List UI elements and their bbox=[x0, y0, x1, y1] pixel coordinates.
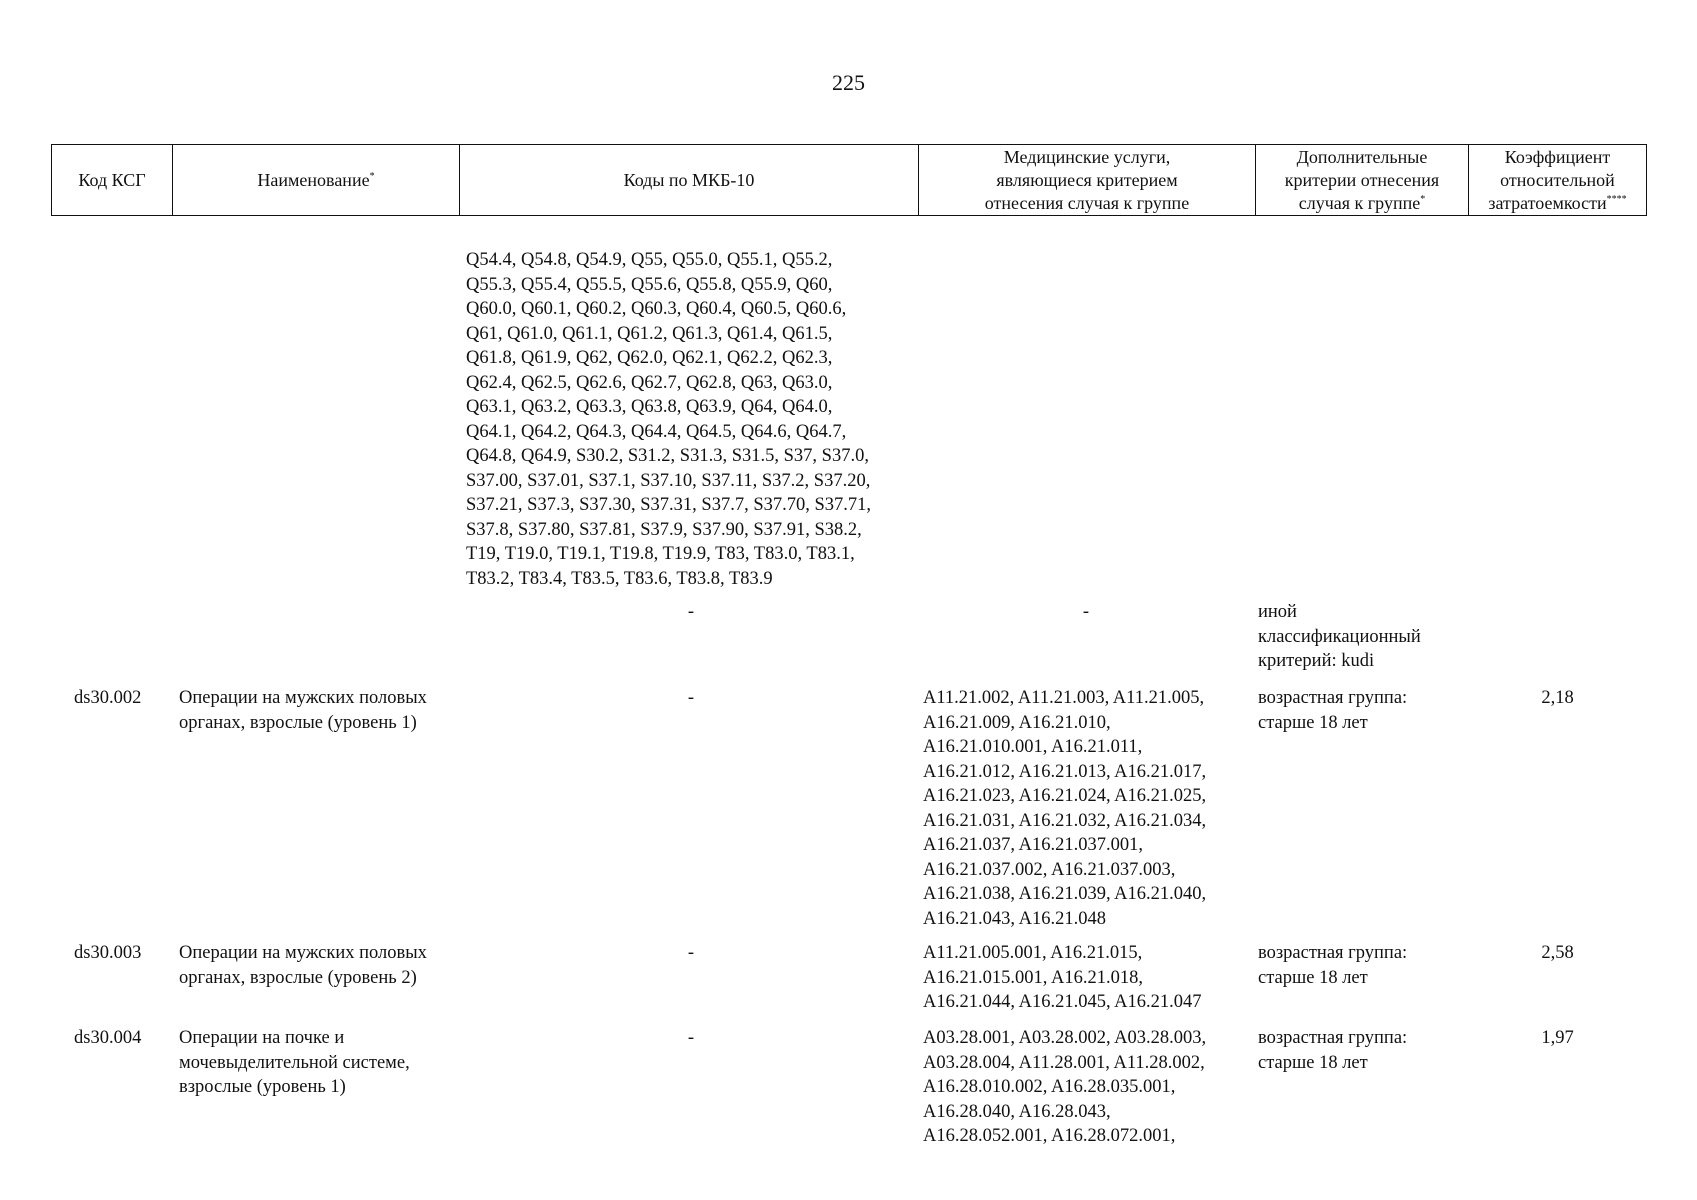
row-coefficient: 2,18 bbox=[1541, 688, 1574, 708]
row-services: A11.21.002, A11.21.003, A11.21.005, A16.21.009, A16.21.010, A16.21.010.001, A16.21.011, A16.21.012, A16.21.013, A16.21.017, A16.21.023, A16.21.024, A16.21.025, A16.21.031, A16.21.032, A16.21.034, A16.21.037, A16.21.037.001, A16.21.037.002, A16.21.037.003, A16.21.038, A16.21.039, A16.21.040, A16.21.043, A16.21.048 bbox=[923, 688, 1207, 929]
continuation-services-dash: - bbox=[1082, 602, 1090, 622]
page-number: 225 bbox=[832, 70, 865, 95]
header-criteria: Дополнительные критерии отнесения случая к группе* bbox=[1256, 145, 1469, 216]
row-mkb: - bbox=[687, 688, 695, 708]
continuation-mkb-dash: - bbox=[687, 602, 695, 622]
row-services: A11.21.005.001, A16.21.015, A16.21.015.001, A16.21.018, A16.21.044, A16.21.045, A16.21.047 bbox=[923, 943, 1202, 1012]
row-code: ds30.003 bbox=[74, 943, 142, 963]
row-mkb: - bbox=[687, 1028, 695, 1048]
row-mkb: - bbox=[687, 943, 695, 963]
row-coefficient: 2,58 bbox=[1541, 943, 1574, 963]
row-name: Операции на почке и мочевыделительной системе, взрослые (уровень 1) bbox=[179, 1028, 410, 1097]
row-services: A03.28.001, A03.28.002, A03.28.003, A03.28.004, A11.28.001, A11.28.002, A16.28.010.002, A16.28.035.001, A16.28.040, A16.28.043, A16.28.052.001, A16.28.072.001, bbox=[923, 1028, 1207, 1146]
row-criteria: возрастная группа: старше 18 лет bbox=[1258, 688, 1408, 733]
row-code: ds30.004 bbox=[74, 1028, 142, 1048]
row-name: Операции на мужских половых органах, взрослые (уровень 2) bbox=[179, 943, 427, 988]
header-name: Наименование* bbox=[173, 145, 460, 216]
row-code: ds30.002 bbox=[74, 688, 142, 708]
header-services: Медицинские услуги, являющиеся критерием отнесения случая к группе bbox=[919, 145, 1256, 216]
row-criteria: возрастная группа: старше 18 лет bbox=[1258, 943, 1408, 988]
header-coef: Коэффициент относительной затратоемкости**** bbox=[1469, 145, 1647, 216]
table-header bbox=[51, 144, 1647, 216]
continuation-mkb-codes: Q54.4, Q54.8, Q54.9, Q55, Q55.0, Q55.1, Q55.2, Q55.3, Q55.4, Q55.5, Q55.6, Q55.8, Q55.9, Q60, Q60.0, Q60.1, Q60.2, Q60.3, Q60.4, Q60.5, Q60.6, Q61, Q61.0, Q61.1, Q61.2, Q61.3, Q61.4, Q61.5, Q61.8, Q61.9, Q62, Q62.0, Q62.1, Q62.2, Q62.3, Q62.4, Q62.5, Q62.6, Q62.7, Q62.8, Q63, Q63.0, Q63.1, Q63.2, Q63.3, Q63.8, Q63.9, Q64, Q64.0, Q64.1, Q64.2, Q64.3, Q64.4, Q64.5, Q64.6, Q64.7, Q64.8, Q64.9, S30.2, S31.2, S31.3, S31.5, S37, S37.0, S37.00, S37.01, S37.1, S37.10, S37.11, S37.2, S37.20, S37.21, S37.3, S37.30, S37.31, S37.7, S37.70, S37.71, S37.8, S37.80, S37.81, S37.9, S37.90, S37.91, S38.2, T19, T19.0, T19.1, T19.8, T19.9, T83, T83.0, T83.1, T83.2, T83.4, T83.5, T83.6, T83.8, T83.9 bbox=[466, 250, 872, 589]
row-name: Операции на мужских половых органах, взрослые (уровень 1) bbox=[179, 688, 427, 733]
row-coefficient: 1,97 bbox=[1541, 1028, 1574, 1048]
header-mkb: Коды по МКБ-10 bbox=[460, 145, 919, 216]
continuation-criteria: иной классификационный критерий: kudi bbox=[1258, 602, 1421, 671]
header-code: Код КСГ bbox=[52, 145, 173, 216]
row-criteria: возрастная группа: старше 18 лет bbox=[1258, 1028, 1408, 1073]
